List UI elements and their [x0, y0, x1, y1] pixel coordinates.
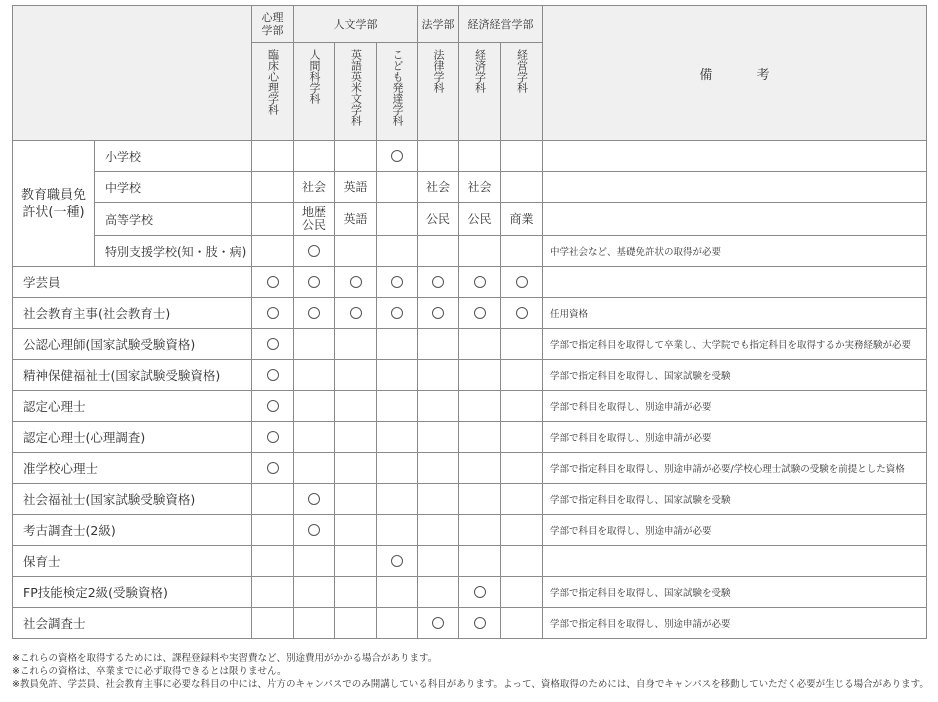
remarks-cell	[543, 141, 927, 172]
mark-cell	[418, 577, 459, 608]
mark-cell	[418, 422, 459, 453]
mark-cell	[335, 515, 377, 546]
mark-cell	[418, 515, 459, 546]
school-level: 中学校	[95, 172, 252, 203]
mark-cell	[459, 360, 501, 391]
remarks-cell: 学部で指定科目を取得し、別途申請が必要/学校心理士試験の受験を前提とした資格	[543, 453, 927, 484]
mark-cell	[335, 608, 377, 639]
table-row	[13, 267, 927, 298]
mark-cell	[418, 360, 459, 391]
mark-cell	[501, 453, 543, 484]
mark-cell	[252, 484, 294, 515]
qualification-name: 准学校心理士	[13, 453, 252, 484]
subject-label: 公民	[425, 211, 450, 226]
department-header	[252, 43, 294, 141]
mark-cell	[377, 267, 418, 298]
mark-cell	[418, 608, 459, 639]
available-circle-icon	[308, 493, 320, 505]
mark-cell	[252, 172, 294, 203]
table-row	[13, 329, 927, 360]
table-row	[13, 236, 927, 267]
mark-cell	[335, 203, 377, 236]
mark-cell	[459, 546, 501, 577]
mark-cell	[335, 453, 377, 484]
subject-label: 社会	[425, 179, 450, 194]
remarks-cell: 学部で指定科目を取得して卒業し、大学院でも指定科目を取得するか実務経験が必要	[543, 329, 927, 360]
department-label: 法律学科	[432, 49, 445, 93]
teacher-license-group: 教育職員免許状(一種)	[13, 141, 95, 267]
faculty-humanities: 人文学部	[294, 6, 418, 43]
mark-cell	[501, 391, 543, 422]
mark-cell	[377, 236, 418, 267]
mark-cell	[377, 546, 418, 577]
department-label: 人間科学科	[308, 49, 321, 104]
remarks-cell: 学部で指定科目を取得し、別途申請が必要	[543, 608, 927, 639]
mark-cell	[294, 267, 335, 298]
remarks-cell: 学部で科目を取得し、別途申請が必要	[543, 422, 927, 453]
footnote-2: ※これらの資格は、卒業までに必ず取得できるとは限りません。	[12, 666, 287, 677]
mark-cell	[418, 172, 459, 203]
available-circle-icon	[267, 276, 279, 288]
mark-cell	[252, 360, 294, 391]
mark-cell	[294, 391, 335, 422]
subject-label: 英語	[343, 211, 368, 226]
mark-cell	[294, 298, 335, 329]
table-row	[13, 453, 927, 484]
mark-cell	[459, 577, 501, 608]
school-level: 小学校	[95, 141, 252, 172]
mark-cell	[294, 546, 335, 577]
table-row	[13, 422, 927, 453]
mark-cell	[377, 298, 418, 329]
mark-cell	[252, 391, 294, 422]
table-row	[13, 360, 927, 391]
mark-cell	[418, 546, 459, 577]
available-circle-icon	[432, 307, 444, 319]
footnote-3: ※教員免許、学芸員、社会教育主事に必要な科目の中には、片方のキャンパスでのみ開講している科目があります。よって、資格取得のためには、自身でキャンパスを移動していただく必要が生じる場合があります。	[12, 679, 929, 690]
mark-cell	[501, 172, 543, 203]
subject-label: 地歴公民	[301, 205, 326, 232]
remarks-cell	[543, 203, 927, 236]
mark-cell	[294, 203, 335, 236]
available-circle-icon	[267, 431, 279, 443]
table-row	[13, 484, 927, 515]
mark-cell	[459, 515, 501, 546]
mark-cell	[252, 453, 294, 484]
mark-cell	[418, 203, 459, 236]
mark-cell	[377, 391, 418, 422]
mark-cell	[294, 360, 335, 391]
table-row	[13, 391, 927, 422]
mark-cell	[418, 141, 459, 172]
mark-cell	[501, 329, 543, 360]
available-circle-icon	[267, 307, 279, 319]
mark-cell	[418, 484, 459, 515]
remarks-cell: 学部で指定科目を取得し、国家試験を受験	[543, 360, 927, 391]
school-level: 高等学校	[95, 203, 252, 236]
mark-cell	[501, 577, 543, 608]
available-circle-icon	[391, 150, 403, 162]
mark-cell	[252, 236, 294, 267]
faculty-psych	[252, 6, 294, 43]
available-circle-icon	[267, 338, 279, 350]
mark-cell	[501, 203, 543, 236]
table-row	[13, 203, 927, 236]
department-header	[294, 43, 335, 141]
available-circle-icon	[267, 462, 279, 474]
mark-cell	[252, 422, 294, 453]
qualification-name: 社会教育主事(社会教育士)	[13, 298, 252, 329]
available-circle-icon	[308, 524, 320, 536]
mark-cell	[377, 360, 418, 391]
available-circle-icon	[474, 307, 486, 319]
mark-cell	[501, 236, 543, 267]
mark-cell	[335, 236, 377, 267]
available-circle-icon	[474, 617, 486, 629]
school-level: 特別支援学校(知・肢・病)	[95, 236, 252, 267]
mark-cell	[377, 515, 418, 546]
mark-cell	[294, 172, 335, 203]
mark-cell	[294, 577, 335, 608]
mark-cell	[335, 391, 377, 422]
qualification-name: 社会調査士	[13, 608, 252, 639]
mark-cell	[335, 546, 377, 577]
mark-cell	[252, 577, 294, 608]
remarks-cell	[543, 546, 927, 577]
available-circle-icon	[308, 276, 320, 288]
mark-cell	[459, 298, 501, 329]
remarks-cell: 学部で指定科目を取得し、国家試験を受験	[543, 484, 927, 515]
remarks-cell: 学部で科目を取得し、別途申請が必要	[543, 515, 927, 546]
available-circle-icon	[350, 307, 362, 319]
mark-cell	[459, 422, 501, 453]
available-circle-icon	[391, 276, 403, 288]
qualification-name: 精神保健福祉士(国家試験受験資格)	[13, 360, 252, 391]
mark-cell	[335, 298, 377, 329]
mark-cell	[377, 329, 418, 360]
mark-cell	[294, 484, 335, 515]
subject-label: 商業	[509, 211, 534, 226]
table-row	[13, 298, 927, 329]
mark-cell	[377, 141, 418, 172]
subject-label: 社会	[301, 179, 326, 194]
mark-cell	[252, 141, 294, 172]
mark-cell	[294, 515, 335, 546]
mark-cell	[459, 391, 501, 422]
mark-cell	[252, 546, 294, 577]
mark-cell	[459, 608, 501, 639]
qualification-name: 学芸員	[13, 267, 252, 298]
mark-cell	[294, 141, 335, 172]
mark-cell	[501, 360, 543, 391]
mark-cell	[335, 329, 377, 360]
mark-cell	[501, 422, 543, 453]
qualification-name: 認定心理士	[13, 391, 252, 422]
department-label: 英語英米文学科	[349, 49, 363, 126]
mark-cell	[377, 172, 418, 203]
qualification-name: FP技能検定2級(受験資格)	[13, 577, 252, 608]
available-circle-icon	[474, 276, 486, 288]
mark-cell	[377, 422, 418, 453]
mark-cell	[501, 298, 543, 329]
remarks-cell: 学部で科目を取得し、別途申請が必要	[543, 391, 927, 422]
mark-cell	[377, 577, 418, 608]
mark-cell	[335, 141, 377, 172]
faculty-psych-label: 心理学部	[261, 11, 284, 37]
mark-cell	[459, 203, 501, 236]
remarks-cell: 任用資格	[543, 298, 927, 329]
subject-label: 社会	[467, 179, 492, 194]
available-circle-icon	[391, 307, 403, 319]
table-row	[13, 608, 927, 639]
qualification-name: 社会福祉士(国家試験受験資格)	[13, 484, 252, 515]
mark-cell	[335, 172, 377, 203]
qualification-name: 考古調査士(2級)	[13, 515, 252, 546]
mark-cell	[418, 267, 459, 298]
department-label: 経済学科	[473, 49, 487, 93]
mark-cell	[335, 484, 377, 515]
mark-cell	[294, 453, 335, 484]
mark-cell	[501, 515, 543, 546]
department-label: 臨床心理学科	[266, 49, 280, 115]
mark-cell	[418, 329, 459, 360]
table-row	[13, 546, 927, 577]
available-circle-icon	[432, 276, 444, 288]
mark-cell	[501, 267, 543, 298]
subject-label: 公民	[467, 211, 492, 226]
department-header	[418, 43, 459, 141]
mark-cell	[418, 391, 459, 422]
available-circle-icon	[267, 400, 279, 412]
qualification-name: 認定心理士(心理調査)	[13, 422, 252, 453]
remarks-cell: 中学社会など、基礎免許状の取得が必要	[543, 236, 927, 267]
mark-cell	[335, 360, 377, 391]
mark-cell	[377, 608, 418, 639]
mark-cell	[252, 329, 294, 360]
department-label: こども発達学科	[391, 49, 404, 126]
available-circle-icon	[474, 586, 486, 598]
footnotes	[12, 652, 929, 691]
mark-cell	[335, 267, 377, 298]
available-circle-icon	[516, 276, 528, 288]
mark-cell	[294, 422, 335, 453]
mark-cell	[459, 453, 501, 484]
mark-cell	[377, 453, 418, 484]
mark-cell	[252, 298, 294, 329]
mark-cell	[252, 515, 294, 546]
mark-cell	[501, 608, 543, 639]
available-circle-icon	[308, 307, 320, 319]
mark-cell	[418, 453, 459, 484]
mark-cell	[459, 329, 501, 360]
mark-cell	[418, 236, 459, 267]
qualifications-table	[12, 5, 927, 639]
mark-cell	[459, 141, 501, 172]
remarks-cell	[543, 267, 927, 298]
faculty-law: 法学部	[418, 6, 459, 43]
department-header	[459, 43, 501, 141]
faculty-econ: 経済経営学部	[459, 6, 543, 43]
table-row	[13, 172, 927, 203]
remarks-header: 備 考	[543, 6, 927, 141]
qualification-name: 公認心理師(国家試験受験資格)	[13, 329, 252, 360]
footnote-1: ※これらの資格を取得するためには、課程登録料や実習費など、別途費用がかかる場合があります。	[12, 653, 438, 664]
mark-cell	[501, 484, 543, 515]
mark-cell	[252, 267, 294, 298]
available-circle-icon	[432, 617, 444, 629]
department-header	[335, 43, 377, 141]
remarks-cell	[543, 172, 927, 203]
table-row	[13, 577, 927, 608]
mark-cell	[252, 608, 294, 639]
available-circle-icon	[308, 245, 320, 257]
qualification-name: 保育士	[13, 546, 252, 577]
mark-cell	[294, 608, 335, 639]
mark-cell	[294, 329, 335, 360]
mark-cell	[459, 236, 501, 267]
remarks-cell: 学部で指定科目を取得し、国家試験を受験	[543, 577, 927, 608]
available-circle-icon	[516, 307, 528, 319]
table-row	[13, 515, 927, 546]
department-header	[377, 43, 418, 141]
department-header	[501, 43, 543, 141]
mark-cell	[335, 422, 377, 453]
mark-cell	[377, 484, 418, 515]
subject-label: 英語	[343, 179, 368, 194]
mark-cell	[459, 172, 501, 203]
mark-cell	[459, 484, 501, 515]
table-row	[13, 141, 927, 172]
department-label: 経営学科	[515, 49, 529, 93]
mark-cell	[501, 546, 543, 577]
mark-cell	[418, 298, 459, 329]
available-circle-icon	[391, 555, 403, 567]
mark-cell	[459, 267, 501, 298]
mark-cell	[501, 141, 543, 172]
corner-cell	[13, 6, 252, 141]
mark-cell	[377, 203, 418, 236]
mark-cell	[252, 203, 294, 236]
available-circle-icon	[267, 369, 279, 381]
available-circle-icon	[350, 276, 362, 288]
mark-cell	[294, 236, 335, 267]
mark-cell	[335, 577, 377, 608]
